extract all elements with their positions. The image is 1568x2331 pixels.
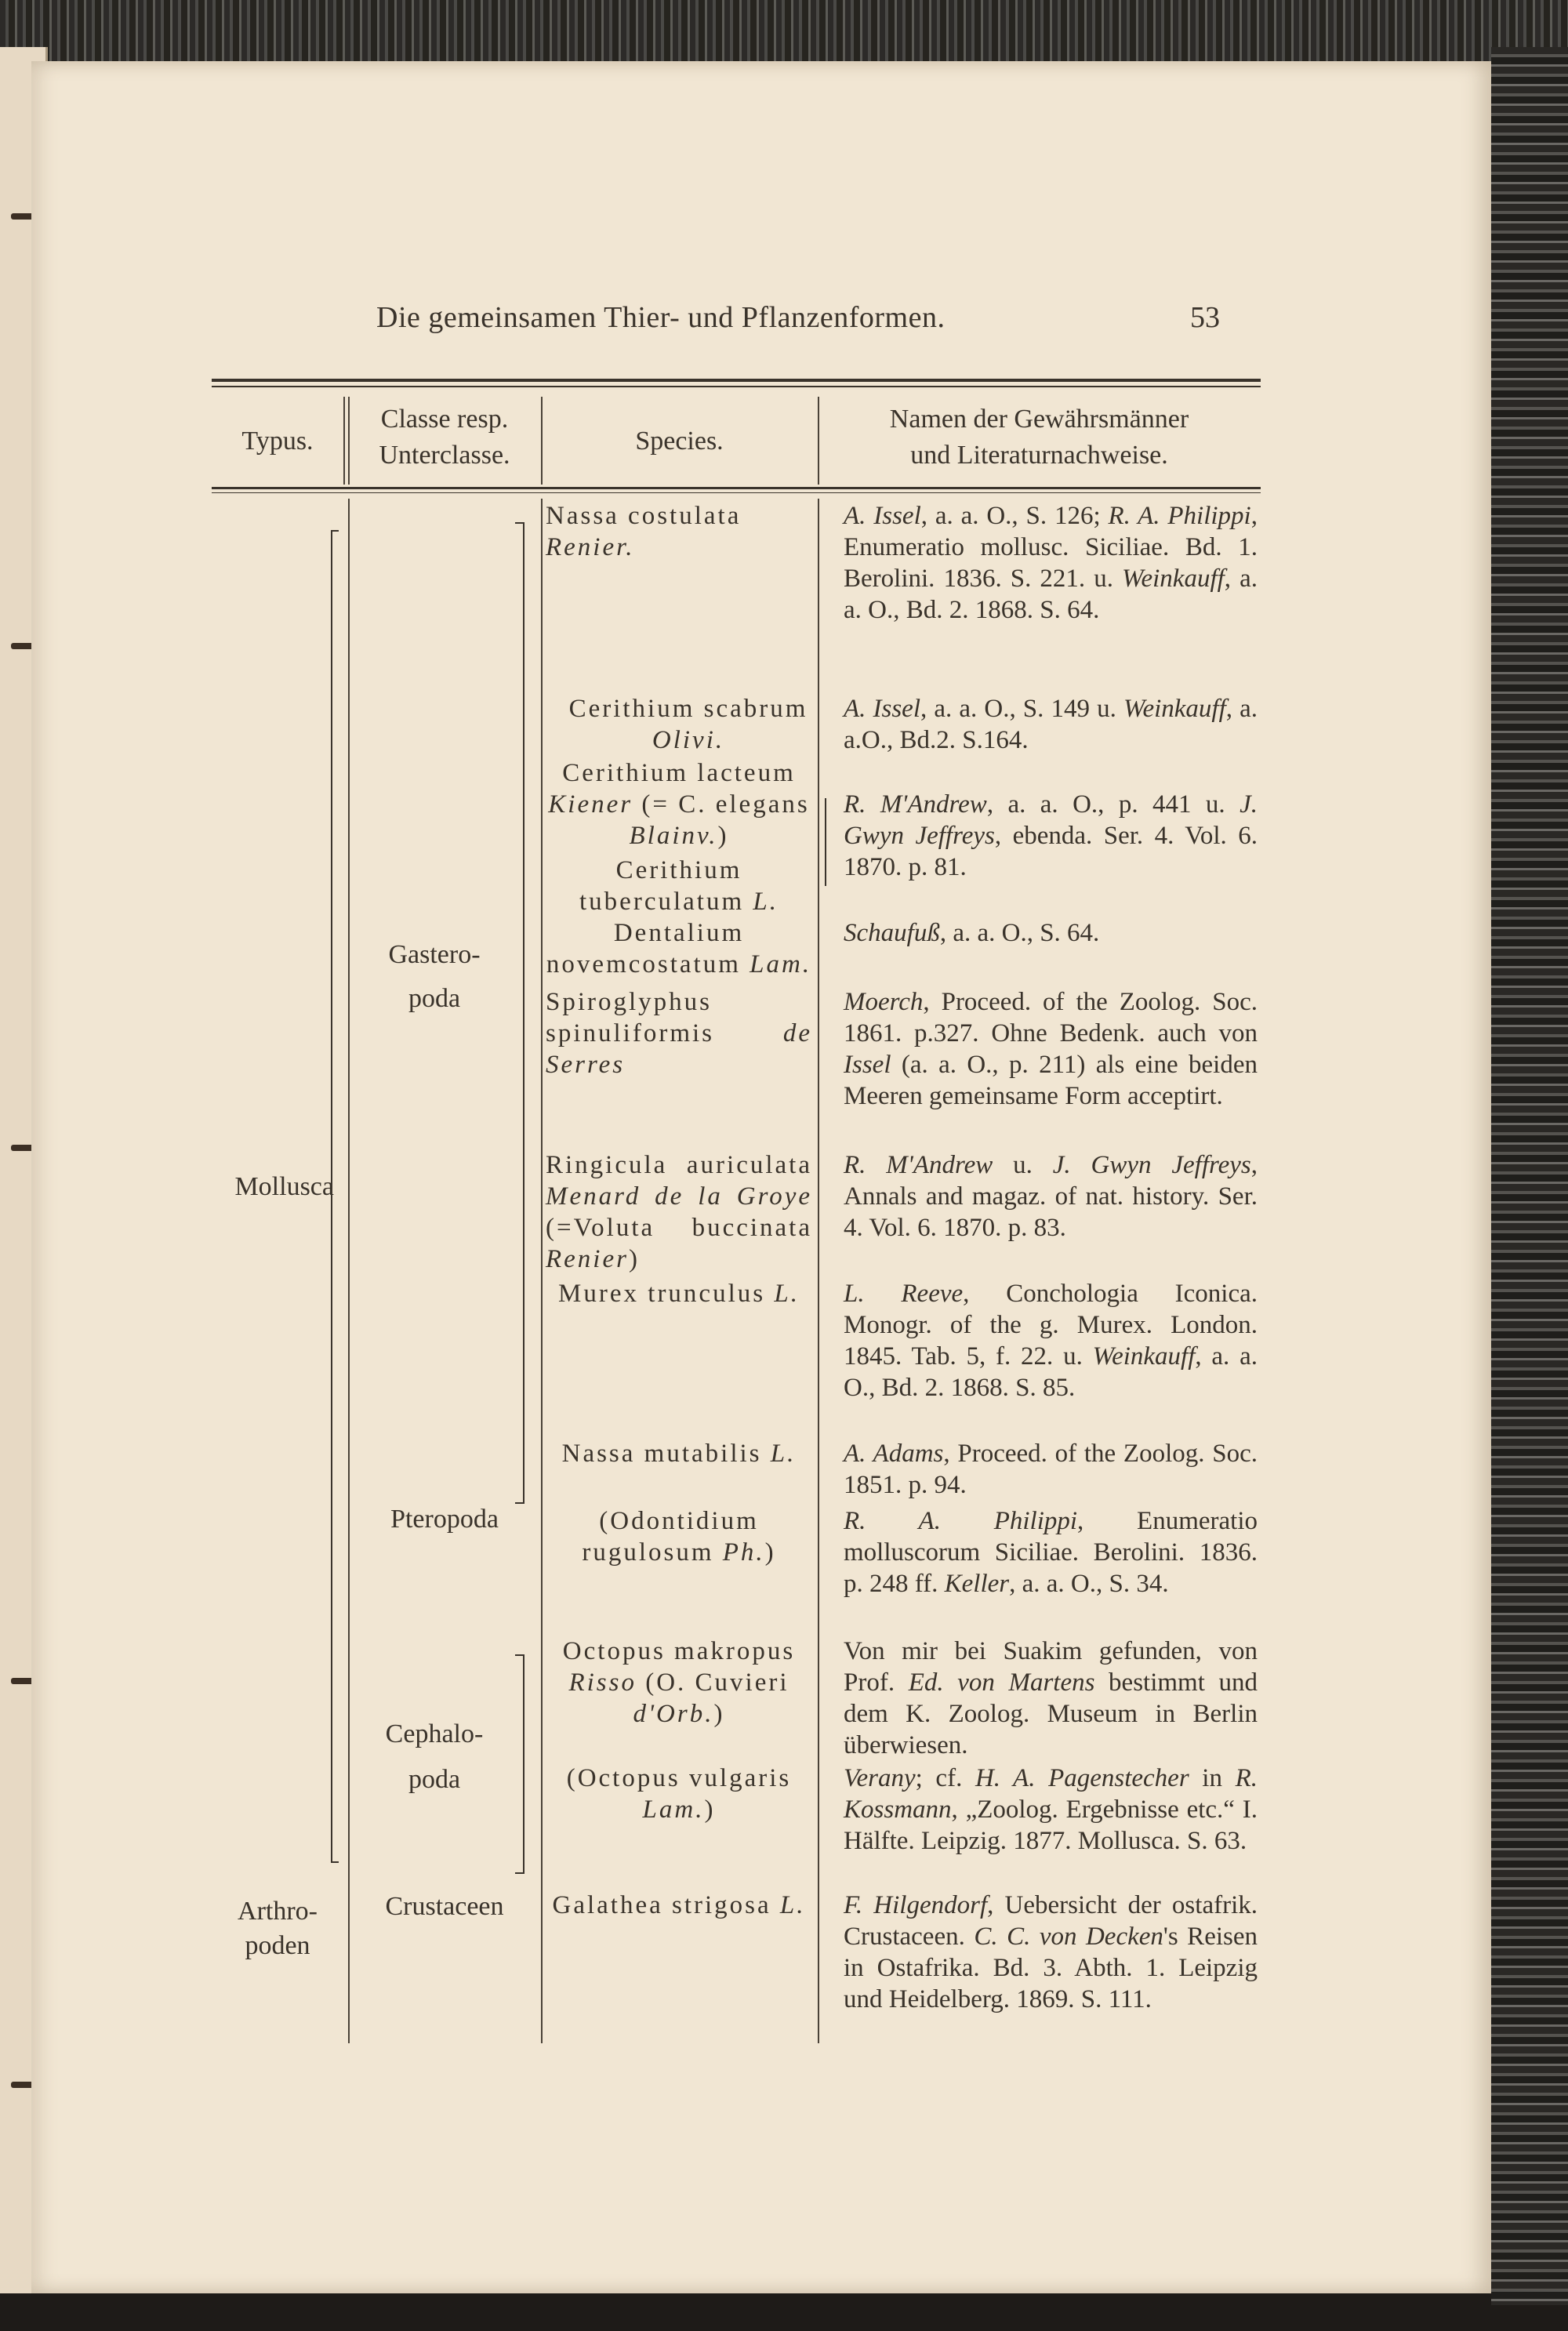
brace-end <box>515 522 523 524</box>
reference-cell: R. A. Philippi, Enumeratio molluscorum Siciliae. Berolini. 1836. p. 248 ff. Keller, a. a. O., S. 34. <box>844 1507 1258 1598</box>
reference-cell: A. Issel, a. a. O., S. 126; R. A. Philippi, Enumeratio mollusc. Siciliae. Bd. 1. Berolini. 1836. S. 221. u. Weinkauff, a. a. O., Bd. 2. 1868. S. 64. <box>844 502 1258 624</box>
typus-arthropoden: Arthro- poden <box>238 1897 318 1960</box>
column-divider <box>348 499 350 2043</box>
brace-end <box>331 530 339 532</box>
running-title: Die gemeinsamen Thier- und Pflanzenformen. <box>376 301 946 334</box>
reference-cell: R. M'Andrew, a. a. O., p. 441 u. J. Gwyn Jeffreys, ebenda. Ser. 4. Vol. 6. 1870. p. 81. <box>844 790 1258 881</box>
reference-cell: Verany; cf. H. A. Pagenstecher in R. Kossmann, „Zoolog. Ergebnisse etc.“ I. Hälfte. Leipzig. 1877. Mollusca. S. 63. <box>844 1764 1258 1855</box>
table-header-rule-thin <box>212 492 1261 493</box>
cephalopoda-brace <box>523 1654 524 1874</box>
table-header-rule <box>212 487 1261 489</box>
column-divider <box>343 397 345 485</box>
book-top-edge <box>0 0 1568 63</box>
species-cell: Nassa costulata Renier. <box>546 502 742 561</box>
table-top-rule <box>212 379 1261 382</box>
column-divider <box>541 499 543 2043</box>
reference-cell: R. M'Andrew u. J. Gwyn Jeffreys, Annals and magaz. of nat. history. Ser. 4. Vol. 6. 1870. p. 83. <box>844 1151 1258 1242</box>
class-gasteropoda: Gastero- poda <box>388 940 481 1013</box>
species-cell: Cerithium tuberculatum L. <box>579 856 779 916</box>
reference-cell: L. Reeve, Conchologia Iconica. Monogr. of the g. Murex. London. 1845. Tab. 5, f. 22. u. Weinkauff, a. a. O., Bd. 2. 1868. S. 85. <box>844 1280 1258 1402</box>
column-divider <box>818 499 819 2043</box>
species-cell: Nassa mutabilis L. <box>561 1440 797 1468</box>
species-cell: (Odontidium rugulosum Ph.) <box>582 1507 776 1567</box>
species-cell: Octopus makropus Risso (O. Cuvieri d'Orb.) <box>562 1637 796 1728</box>
page-number: 53 <box>1190 301 1220 334</box>
cerithium-brace <box>825 798 826 886</box>
species-cell: Dentalium novemcostatum Lam. <box>546 919 812 979</box>
header-typus: Typus. <box>241 427 314 456</box>
species-cell: Cerithium scabrum Olivi. <box>568 695 808 754</box>
header-classe: Classe resp. Unterclasse. <box>379 405 510 470</box>
page-header <box>31 300 1491 339</box>
brace-end <box>515 1872 523 1874</box>
book-page <box>31 61 1491 2293</box>
reference-cell: A. Adams, Proceed. of the Zoolog. Soc. 1851. p. 94. <box>844 1440 1258 1499</box>
brace-end <box>515 1654 523 1656</box>
class-crustaceen: Crustaceen <box>385 1892 504 1921</box>
species-cell: (Octopus vulgaris Lam.) <box>566 1764 792 1824</box>
class-cephalopoda: Cephalo- poda <box>385 1719 484 1794</box>
typus-mollusca: Mollusca <box>234 1172 334 1201</box>
species-cell: Galathea strigosa L. <box>552 1891 806 1919</box>
reference-cell: Moerch, Proceed. of the Zoolog. Soc. 1861. p.327. Ohne Bedenk. auch von Issel (a. a. O., p. 211) als eine beiden Meeren gemeinsame Form acceptirt. <box>844 988 1258 1110</box>
species-cell: Murex trunculus L. <box>558 1280 800 1308</box>
brace-end <box>331 1861 339 1863</box>
class-pteropoda: Pteropoda <box>390 1505 499 1534</box>
reference-cell: F. Hilgendorf, Uebersicht der ostafrik. Crustaceen. C. C. von Decken's Reisen in Ostafrika. Bd. 3. Abth. 1. Leipzig und Heidelberg. 1869. S. 111. <box>844 1891 1258 2013</box>
header-namen: Namen der Gewährsmänner und Literaturnachweise. <box>889 405 1189 470</box>
table-top-rule-thin <box>212 386 1261 387</box>
reference-cell: Schaufuß, a. a. O., S. 64. <box>844 919 1100 947</box>
gasteropoda-brace <box>523 522 524 1504</box>
header-species: Species. <box>635 427 724 456</box>
book-cover-edge <box>1491 47 1568 2305</box>
species-cell: Spiroglyphus spinuliformis de Serres <box>546 988 812 1079</box>
species-cell: Cerithium lacteum Kiener (= C. elegans Blainv.) <box>548 759 810 850</box>
reference-cell: Von mir bei Suakim gefunden, von Prof. Ed. von Martens bestimmt und dem K. Zoolog. Museum in Berlin überwiesen. <box>844 1637 1258 1759</box>
species-cell: Ringicula auriculata Menard de la Groye (=Voluta buccinata Renier) <box>546 1151 812 1273</box>
reference-cell: A. Issel, a. a. O., S. 149 u. Weinkauff, a. a.O., Bd.2. S.164. <box>844 695 1258 754</box>
